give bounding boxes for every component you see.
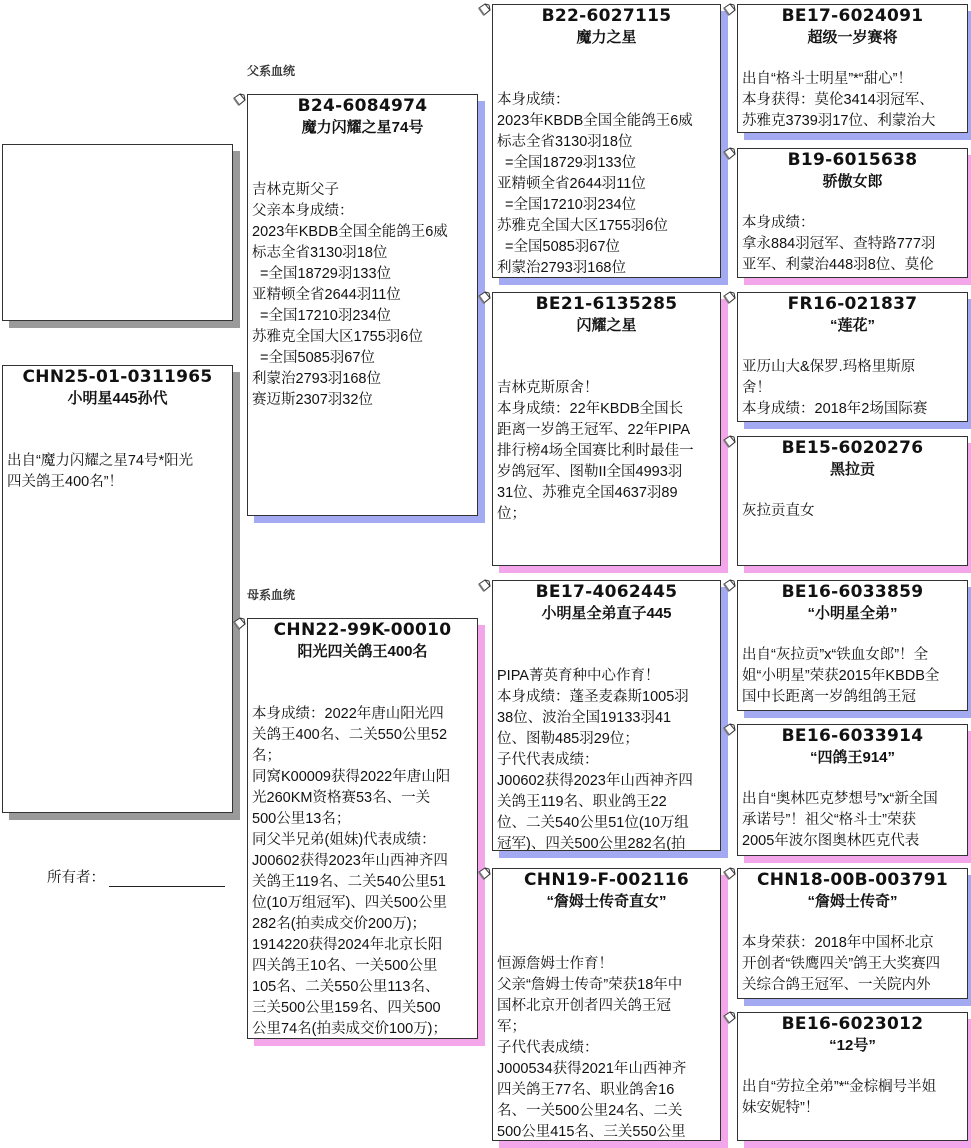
pigeon-name: “莲花” (829, 317, 875, 334)
great-grandparent-card[interactable] (737, 1012, 968, 1141)
grandparent-card[interactable] (492, 292, 721, 566)
great-grandparent-card[interactable] (737, 724, 968, 856)
pigeon-name: 超级一岁赛将 (807, 29, 898, 46)
paint-bucket-icon[interactable] (231, 616, 247, 632)
great-grandparent-card[interactable] (737, 4, 968, 133)
paint-bucket-icon[interactable] (721, 866, 737, 882)
paint-bucket-icon[interactable] (231, 92, 247, 108)
pigeon-description: 亚历山大&保罗.玛格里斯原 舍！ 本身成绩：2018年2场国际赛 (742, 359, 928, 417)
pigeon-description: 吉林克斯父子 父亲本身成绩： 2023年KBDB全国全能鸽王6威 标志全省3130羽18位 =全国18729羽133位 亚精顿全省2644羽11位 =全国17210羽234位 苏雅克全国大区1755羽6位 =全国5085羽67位 利蒙治2793羽168位 赛迈斯2307羽32位 (252, 182, 448, 408)
pigeon-description: 灰拉贡直女 (742, 503, 815, 519)
pigeon-description: PIPA菁英育种中心作育！ 本身成绩：蓬圣麦森斯1005羽 38位、波治全国19133羽41 位、图勒485羽29位； 子代代表成绩： J00602获得2023年山西神齐四 关鸽王119名、职业鸽王22 位、二关540公里51位(10万组 冠军)、四关500公里282名(拍 (497, 668, 693, 851)
paint-bucket-icon[interactable] (476, 578, 492, 594)
pigeon-description: 本身成绩：2022年唐山阳光四 关鸽王400名、二关550公里52 名； 同窝K00009获得2022年唐山阳 光260KM资格赛53名、一关 500公里13名； 同父半兄弟(姐妹)代表成绩： J00602获得2023年山西神齐四 关鸽王119名、二关540公里51 位(10万组冠军)、四关500公里 282名(拍卖成交价200万)； 1914220获得2024年北京长阳 四关鸽王10名、一关500公里 105名、二关550公里113名、 三关500公里159名、四关500 公里74名(拍卖成交价100万)； (252, 706, 451, 1037)
ring-number: BE17-4062445 (535, 582, 678, 602)
ring-number: B19-6015638 (787, 150, 918, 170)
pigeon-name: 闪耀之星 (576, 317, 637, 334)
owner-field[interactable] (47, 866, 225, 887)
pigeon-name: 魔力之星 (576, 29, 637, 46)
ring-number: BE17-6024091 (781, 6, 924, 26)
grandparent-card[interactable] (492, 580, 721, 851)
pigeon-description: 本身荣获：2018年中国杯北京 开创者“铁鹰四关”鸽王大奖赛四 关综合鸽王冠军、一关院内外 (742, 935, 941, 993)
great-grandparent-card[interactable] (737, 292, 968, 422)
paint-bucket-icon[interactable] (721, 290, 737, 306)
great-grandparent-card[interactable] (737, 148, 968, 278)
ring-number: CHN18-00B-003791 (756, 870, 949, 890)
owner-line (109, 870, 225, 887)
ring-number: CHN25-01-0311965 (22, 367, 213, 387)
paint-bucket-icon[interactable] (476, 866, 492, 882)
pigeon-name: “12号” (829, 1037, 876, 1054)
grandparent-card[interactable] (492, 4, 721, 278)
paint-bucket-icon[interactable] (721, 1010, 737, 1026)
ring-number: FR16-021837 (787, 294, 918, 314)
great-grandparent-card[interactable] (737, 436, 968, 566)
ring-number: B24-6084974 (297, 96, 428, 116)
pigeon-name: 黑拉贡 (829, 461, 875, 478)
pigeon-description: 出自“奥林匹克梦想号”x“新全国 承诺号”！祖父“格斗士”荣获 2005年波尔图奥林匹克代表 (742, 791, 938, 849)
paint-bucket-icon[interactable] (476, 290, 492, 306)
ring-number: CHN19-F-002116 (524, 870, 689, 890)
dam-line-label: 母系血统 (247, 588, 296, 602)
ring-number: BE21-6135285 (535, 294, 678, 314)
great-grandparent-card[interactable] (737, 580, 968, 711)
paint-bucket-icon[interactable] (721, 2, 737, 18)
pigeon-name: 魔力闪耀之星74号 (301, 119, 424, 136)
pigeon-description: 吉林克斯原舍！ 本身成绩：22年KBDB全国长 距离一岁鸽王冠军、22年PIPA 排行榜4场全国赛比利时最佳一 岁鸽冠军、图勒II全国4993羽 31位、苏雅克全国4637羽89 位； (497, 380, 694, 522)
pigeon-name: “詹姆士传奇” (807, 893, 898, 910)
pigeon-description: 出自“格斗士明星”*“甜心”！ 本身获得：莫伦3414羽冠军、 苏雅克3739羽17位、利蒙治大 (742, 71, 936, 129)
pigeon-description: 出自“魔力闪耀之星74号*阳光 四关鸽王400名”！ (7, 453, 194, 490)
pigeon-name: 阳光四关鸽王400名 (297, 643, 428, 660)
ring-number: BE16-6023012 (781, 1014, 924, 1034)
ring-number: BE15-6020276 (781, 438, 924, 458)
pigeon-name: 骄傲女郎 (822, 173, 883, 190)
grandparent-card[interactable] (492, 868, 721, 1141)
pigeon-description: 出自“劳拉全弟”*“金棕榈号半姐 妹安妮特”！ (742, 1079, 937, 1116)
pigeon-name: 小明星445孙代 (67, 390, 168, 407)
great-grandparent-card[interactable] (737, 868, 968, 999)
pigeon-name: “小明星全弟” (807, 605, 898, 622)
pigeon-description: 恒源詹姆士作育！ 父亲“詹姆士传奇”荣获18年中 国杯北京开创者四关鸽王冠 军； 子代代表成绩： J000534获得2021年山西神齐 四关鸽王77名、职业鸽舍16 名、一关500公里24名、二关 500公里415名、三关550公里 (497, 956, 687, 1140)
ring-number: BE16-6033859 (781, 582, 924, 602)
pigeon-name: “四鸽王914” (809, 749, 896, 766)
ring-number: CHN22-99K-00010 (273, 620, 452, 640)
paint-bucket-icon[interactable] (476, 2, 492, 18)
photo-box[interactable] (2, 144, 233, 321)
ring-number: BE16-6033914 (781, 726, 924, 746)
pigeon-description: 本身成绩： 拿永884羽冠军、查特路777羽 亚军、利蒙治448羽8位、莫伦 (742, 215, 936, 273)
dam-card[interactable] (247, 618, 478, 1039)
pigeon-description: 本身成绩： 2023年KBDB全国全能鸽王6威 标志全省3130羽18位 =全国18729羽133位 亚精顿全省2644羽11位 =全国17210羽234位 苏雅克全国大区1755羽6位 =全国5085羽67位 利蒙治2793羽168位 (497, 92, 693, 276)
pigeon-name: “詹姆士传奇直女” (546, 893, 667, 910)
paint-bucket-icon[interactable] (721, 434, 737, 450)
owner-label: 所有者： (47, 870, 105, 886)
sire-card[interactable] (247, 94, 478, 516)
ring-number: B22-6027115 (541, 6, 672, 26)
paint-bucket-icon[interactable] (721, 722, 737, 738)
sire-line-label: 父系血统 (247, 64, 296, 78)
paint-bucket-icon[interactable] (721, 146, 737, 162)
pigeon-name: 小明星全弟直子445 (541, 605, 672, 622)
subject-card[interactable] (2, 365, 233, 813)
paint-bucket-icon[interactable] (721, 578, 737, 594)
pigeon-description: 出自“灰拉贡”x“铁血女郎”！全 姐“小明星”荣获2015年KBDB全 国中长距离一岁鸽组鸽王冠 (742, 647, 940, 705)
